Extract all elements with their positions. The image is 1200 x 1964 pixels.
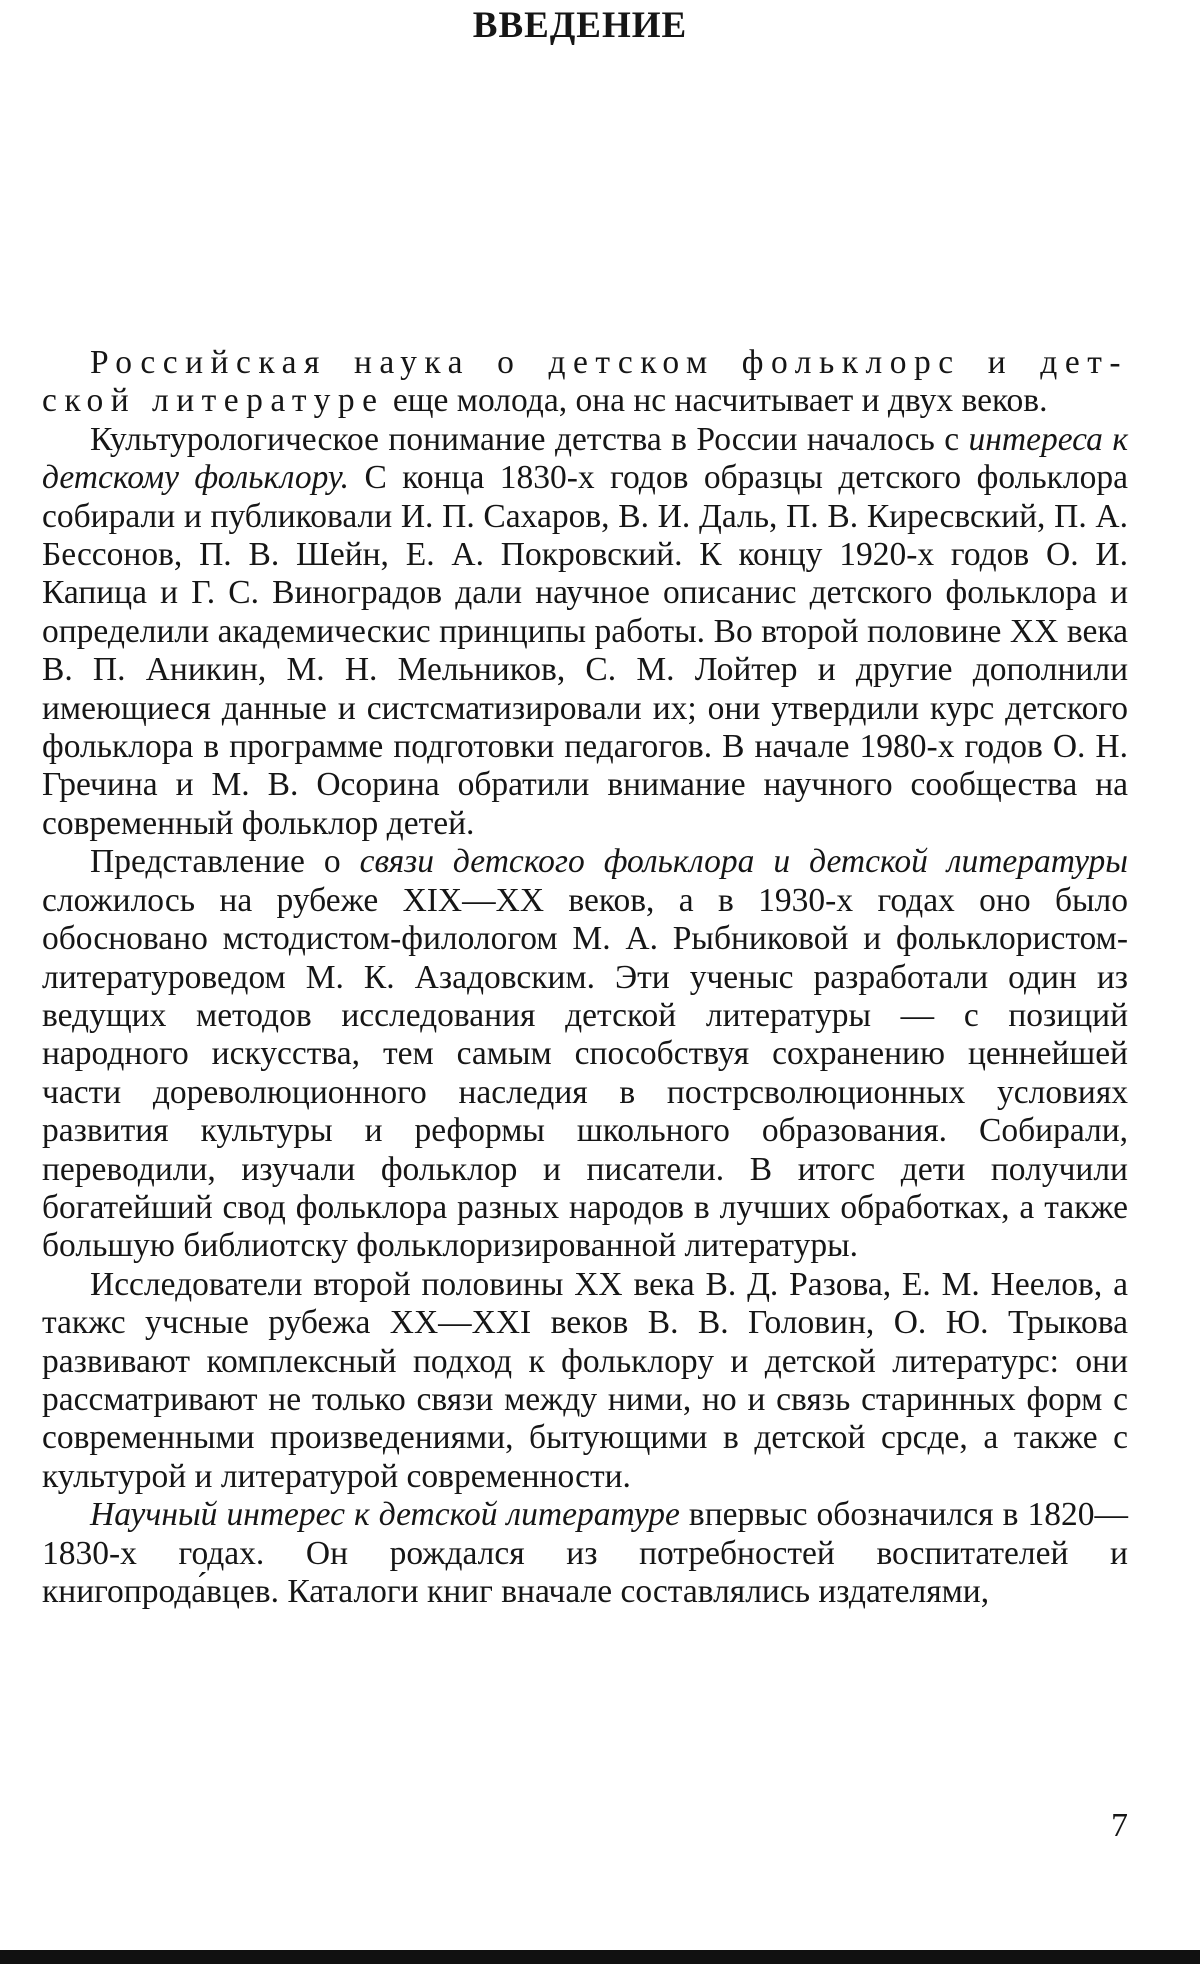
paragraph-5-emphasis: Научный интерес к детской литературе <box>90 1496 680 1534</box>
paragraph-5-text: впервыс обозначился в 1820—1830-х годах. Он рождался из потребностей воспитателей и книгопрода́вцев. Каталоги книг вначале составлялись издателями, <box>42 1496 1128 1610</box>
paragraph-1 <box>42 344 1128 421</box>
chapter-heading: ВВЕДЕНИЕ <box>472 5 688 46</box>
body-text <box>42 344 1128 1611</box>
scan-edge-bar <box>0 1950 1200 1964</box>
page-number: 7 <box>1111 1807 1128 1844</box>
paragraph-3-emphasis: связи детского фольклора и детской литературы <box>359 843 1128 881</box>
paragraph-1-spaced-text: Российская наука о детском фольклорс и дет-ской литературе <box>42 344 1128 420</box>
paragraph-2-lead: Культурологическое понимание детства в России началось с <box>90 420 969 458</box>
paragraph-5 <box>42 1496 1128 1611</box>
paragraph-2-emphasis: интереса к детскому фольклору. <box>42 420 1129 497</box>
paragraph-4-text: Исследователи второй половины XX века В. Д. Разова, Е. М. Неелов, а такжс учсные рубежа XX—XXI веков В. В. Головин, О. Ю. Трыкова развивают комплексный подход к фольклору и детской литературс: они рассматривают не только связи между ними, но и связь старинных форм с современными произведениями, бытующими в детской срсде, а также с культурой и литературой современности. <box>42 1265 1128 1495</box>
paragraph-2 <box>42 421 1128 843</box>
paragraph-1-text: еще молода, она нс насчитывает и двух веков. <box>384 382 1048 420</box>
paragraph-2-text: С конца 1830-х годов образцы детского фольклора собирали и публиковали И. П. Сахаров, В. И. Даль, П. В. Киресвский, П. А. Бессонов, П. В. Шейн, Е. А. Покровский. К концу 1920-х годов О. И. Капица и Г. С. Виноградов дали научное описанис детского фольклора и определили академическис принципы работы. Во второй половине XX века В. П. Аникин, М. Н. Мельников, С. М. Лойтер и другие дополнили имеющиеся данные и систсматизировали их; они утвердили курс детского фольклора в программе подготовки педагогов. В начале 1980-х годов О. Н. Гречина и М. В. Осорина обратили внимание научного сообщества на современный фольклор детей. <box>42 459 1128 842</box>
paragraph-3 <box>42 843 1128 1265</box>
paragraph-4 <box>42 1266 1128 1496</box>
paragraph-3-lead: Представление о <box>90 843 360 881</box>
paragraph-3-text: сложилось на рубеже XIX—XX веков, а в 1930-х годах оно было обосновано мстодистом-филологом М. А. Рыбниковой и фольклористом-литературоведом М. К. Азадовским. Эти ученыс разработали один из ведущих методов исследования детской литературы — с позиций народного искусства, тем самым способствуя сохранению ценнейшей части дореволюционного наследия в пострсволюционных условиях развития культуры и реформы школьного образования. Собирали, переводили, изучали фольклор и писатели. В итогс дети получили богатейший свод фольклора разных народов в лучших обработках, а также большую библиотску фольклоризированной литературы. <box>42 881 1128 1265</box>
